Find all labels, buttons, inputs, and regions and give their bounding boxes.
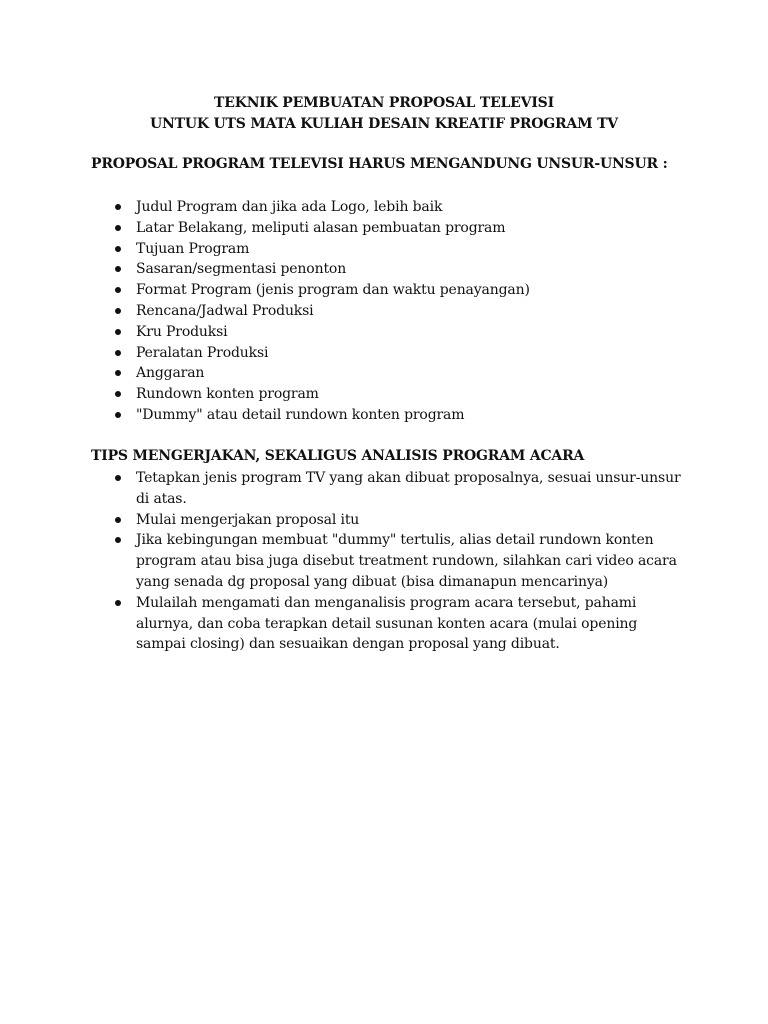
section-heading-tips: TIPS MENGERJAKAN, SEKALIGUS ANALISIS PROGRAM ACARA: [91, 448, 585, 464]
bullet-icon: [115, 308, 121, 314]
list-item-text: Kru Produksi: [136, 323, 228, 340]
bullet-icon: [115, 225, 121, 231]
list-item: [113, 593, 683, 655]
list-item: [113, 301, 530, 322]
list-item: [113, 384, 530, 405]
list-item: [113, 363, 530, 384]
list-item-text: Tujuan Program: [136, 240, 250, 257]
list-item: [113, 197, 530, 218]
bullet-icon: [115, 370, 121, 376]
list-item-text: Rencana/Jadwal Produksi: [136, 302, 314, 319]
list-item-text: Anggaran: [136, 365, 205, 382]
list-item-text: Peralatan Produksi: [136, 344, 269, 361]
bullet-icon: [115, 391, 121, 397]
list-item-text: Latar Belakang, meliputi alasan pembuatan program: [136, 219, 506, 236]
list-item: [113, 343, 530, 364]
list-item: [113, 405, 530, 426]
list-item-text: Mulailah mengamati dan menganalisis program acara tersebut, pahami alurnya, dan coba terapkan detail susunan konten acara (mulai opening sampai closing) dan sesuaikan dengan proposal yang dibuat.: [136, 594, 638, 653]
bullet-icon: [115, 475, 121, 481]
list-item: [113, 259, 530, 280]
list-item: [113, 530, 683, 592]
bullet-icon: [115, 204, 121, 210]
bullet-icon: [115, 246, 121, 252]
document-title: [0, 93, 768, 135]
bullet-icon: [115, 517, 121, 523]
list-item: [113, 239, 530, 260]
list-item-text: Judul Program dan jika ada Logo, lebih baik: [136, 199, 443, 215]
list-item-text: Format Program (jenis program dan waktu penayangan): [136, 282, 530, 299]
list-item: [113, 218, 530, 239]
list-item-text: Rundown konten program: [136, 386, 319, 403]
list-item-text: Sasaran/segmentasi penonton: [136, 261, 347, 278]
list-item: [113, 468, 683, 510]
title-line-2: UNTUK UTS MATA KULIAH DESAIN KREATIF PROGRAM TV: [150, 116, 618, 132]
list-item: [113, 322, 530, 343]
tips-list: [113, 468, 683, 655]
bullet-icon: [115, 600, 121, 606]
bullet-icon: [115, 537, 121, 543]
list-item-text: "Dummy" atau detail rundown konten program: [136, 406, 465, 423]
elements-list: [113, 197, 530, 426]
title-line-1: TEKNIK PEMBUATAN PROPOSAL TELEVISI: [214, 95, 554, 111]
bullet-icon: [115, 266, 121, 272]
list-item: [113, 280, 530, 301]
bullet-icon: [115, 287, 121, 293]
list-item: [113, 510, 683, 531]
list-item-text: Mulai mengerjakan proposal itu: [136, 511, 360, 528]
bullet-icon: [115, 329, 121, 335]
bullet-icon: [115, 350, 121, 356]
list-item-text: Tetapkan jenis program TV yang akan dibuat proposalnya, sesuai unsur-unsur di atas.: [136, 470, 681, 507]
section-heading-elements: PROPOSAL PROGRAM TELEVISI HARUS MENGANDUNG UNSUR-UNSUR :: [91, 156, 668, 172]
bullet-icon: [115, 412, 121, 418]
list-item-text: Jika kebingungan membuat "dummy" tertulis, alias detail rundown konten program atau bisa juga disebut treatment rundown, silahkan cari video acara yang senada dg proposal yang dibuat (bisa dimanapun mencarinya): [136, 532, 677, 590]
